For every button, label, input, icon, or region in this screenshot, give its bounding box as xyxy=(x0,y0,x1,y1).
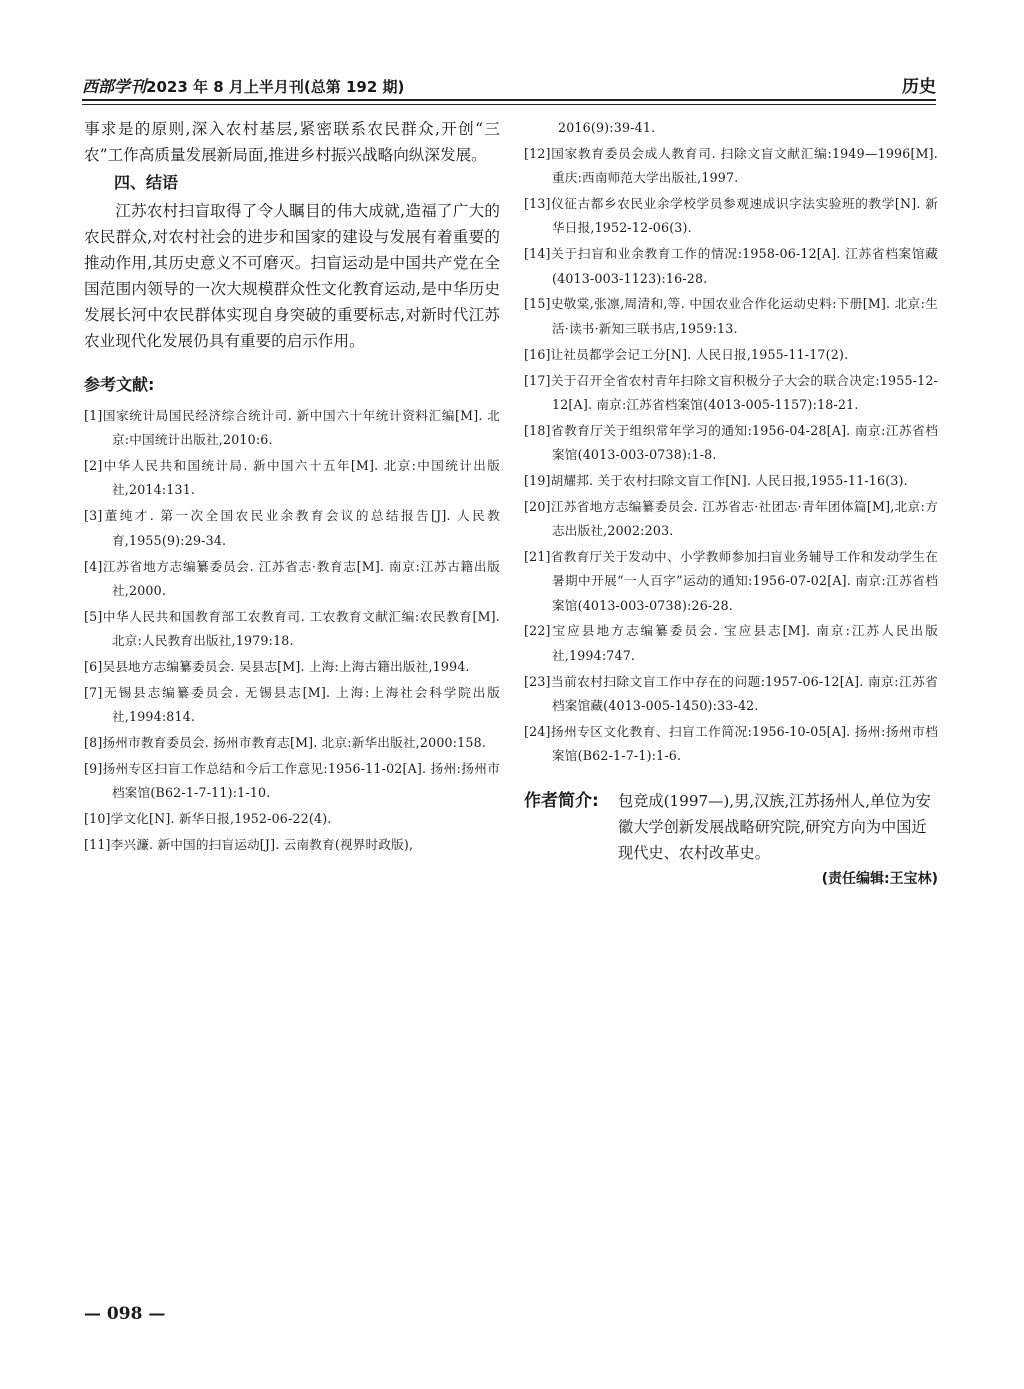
reference-continuation: 2016(9):39-41. xyxy=(558,120,656,135)
reference-item: [4]江苏省地方志编纂委员会. 江苏省志·教育志[M]. 南京:江苏古籍出版社,2000. xyxy=(84,558,500,598)
author-bio-block xyxy=(524,788,938,866)
reference-item: [15]史敬棠,张凛,周清和,等. 中国农业合作化运动史料:下册[M]. 北京:生活·读书·新知三联书店,1959:13. xyxy=(524,296,938,336)
page-number: — 098 — xyxy=(84,1304,166,1324)
reference-item: [11]李兴濂. 新中国的扫盲运动[J]. 云南教育(视界时政版), xyxy=(84,836,414,852)
reference-item: [21]省教育厅关于发动中、小学教师参加扫盲业务辅导工作和发动学生在暑期中开展“一人百字”运动的通知:1956-07-02[A]. 南京:江苏省档案馆(4013-003-0738):26-28. xyxy=(524,548,938,613)
reference-item: [1]国家统计局国民经济综合统计司. 新中国六十年统计资料汇编[M]. 北京:中国统计出版社,2010:6. xyxy=(84,408,500,448)
reference-item: [19]胡耀邦. 关于农村扫除文盲工作[N]. 人民日报,1955-11-16(3). xyxy=(524,472,908,488)
intro-paragraph: 事求是的原则,深入农村基层,紧密联系农民群众,开创“三农”工作高质量发展新局面,推进乡村振兴战略向纵深发展。 xyxy=(84,120,500,164)
section-name: 历史 xyxy=(902,77,936,97)
reference-item: [16]让社员都学会记工分[N]. 人民日报,1955-11-17(2). xyxy=(524,346,849,362)
reference-list-right xyxy=(524,116,938,768)
reference-list-left xyxy=(84,404,500,857)
header-rule-thick xyxy=(82,99,936,101)
reference-item: [23]当前农村扫除文盲工作中存在的问题:1957-06-12[A]. 南京:江苏省档案馆藏(4013-005-1450):33-42. xyxy=(524,673,938,713)
author-label: 作者简介: xyxy=(524,791,599,812)
reference-item: [2]中华人民共和国统计局. 新中国六十五年[M]. 北京:中国统计出版社,2014:131. xyxy=(84,458,500,498)
responsible-editor: (责任编辑:王宝林) xyxy=(821,871,938,888)
running-header xyxy=(82,70,936,98)
reference-item: [22]宝应县地方志编纂委员会. 宝应县志[M]. 南京:江苏人民出版社,1994:747. xyxy=(524,623,938,663)
right-column xyxy=(524,116,938,890)
reference-item: [10]学文化[N]. 新华日报,1952-06-22(4). xyxy=(84,811,332,827)
reference-item: [6]吴县地方志编纂委员会. 吴县志[M]. 上海:上海古籍出版社,1994. xyxy=(84,658,470,674)
reference-item: [24]扬州专区文化教育、扫盲工作简况:1956-10-05[A]. 扬州:扬州市档案馆(B62-1-7-1):1-6. xyxy=(524,723,938,764)
reference-item: [18]省教育厅关于组织常年学习的通知:1956-04-28[A]. 南京:江苏省档案馆(4013-003-0738):1-8. xyxy=(524,422,938,463)
reference-item: [3]董纯才. 第一次全国农民业余教育会议的总结报告[J]. 人民教育,1955(9):29-34. xyxy=(84,508,500,548)
references-title: 参考文献: xyxy=(84,375,155,394)
reference-item: [17]关于召开全省农村青年扫除文盲积极分子大会的联合决定:1955-12-12[A]. 南京:江苏省档案馆(4013-005-1157):18-21. xyxy=(524,372,938,412)
journal-logo: 西部学刊 xyxy=(82,77,147,96)
section-heading: 四、结语 xyxy=(114,173,179,192)
reference-item: [13]仪征古都乡农民业余学校学员参观速成识字法实验班的教学[N]. 新华日报,1952-12-06(3). xyxy=(524,196,938,236)
header-rule-thin xyxy=(82,104,936,105)
conclusion-paragraph: 江苏农村扫盲取得了令人瞩目的伟大成就,造福了广大的农民群众,对农村社会的进步和国家的建设与发展有着重要的推动作用,其历史意义不可磨灭。扫盲运动是中国共产党在全国范围内领导的一次大规模群众性文化教育运动,是中华历史发展长河中农民群体实现自身突破的重要标志,对新时代江苏农业现代化发展仍具有重要的启示作用。 xyxy=(84,202,500,350)
reference-item: [9]扬州专区扫盲工作总结和今后工作意见:1956-11-02[A]. 扬州:扬州市档案馆(B62-1-7-11):1-10. xyxy=(84,760,500,801)
issue-info: 2023 年 8 月上半月刊(总第 192 期) xyxy=(146,78,405,96)
reference-item: [14]关于扫盲和业余教育工作的情况:1958-06-12[A]. 江苏省档案馆藏(4013-003-1123):16-28. xyxy=(524,246,938,286)
reference-item: [12]国家教育委员会成人教育司. 扫除文盲文献汇编:1949—1996[M]. 重庆:西南师范大学出版社,1997. xyxy=(524,145,938,186)
left-column xyxy=(84,116,500,859)
reference-item: [7]无锡县志编纂委员会. 无锡县志[M]. 上海:上海社会科学院出版社,1994:814. xyxy=(84,684,500,725)
author-bio: 包竞成(1997—),男,汉族,江苏扬州人,单位为安徽大学创新发展战略研究院,研究方向为中国近现代史、农村改革史。 xyxy=(618,792,931,863)
reference-item: [5]中华人民共和国教育部工农教育司. 工农教育文献汇编:农民教育[M]. 北京:人民教育出版社,1979:18. xyxy=(84,608,500,649)
reference-item: [20]江苏省地方志编纂委员会. 江苏省志·社团志·青年团体篇[M],北京:方志出版社,2002:203. xyxy=(524,498,938,539)
header-journal xyxy=(82,74,404,97)
reference-item: [8]扬州市教育委员会. 扬州市教育志[M]. 北京:新华出版社,2000:158. xyxy=(84,735,487,751)
